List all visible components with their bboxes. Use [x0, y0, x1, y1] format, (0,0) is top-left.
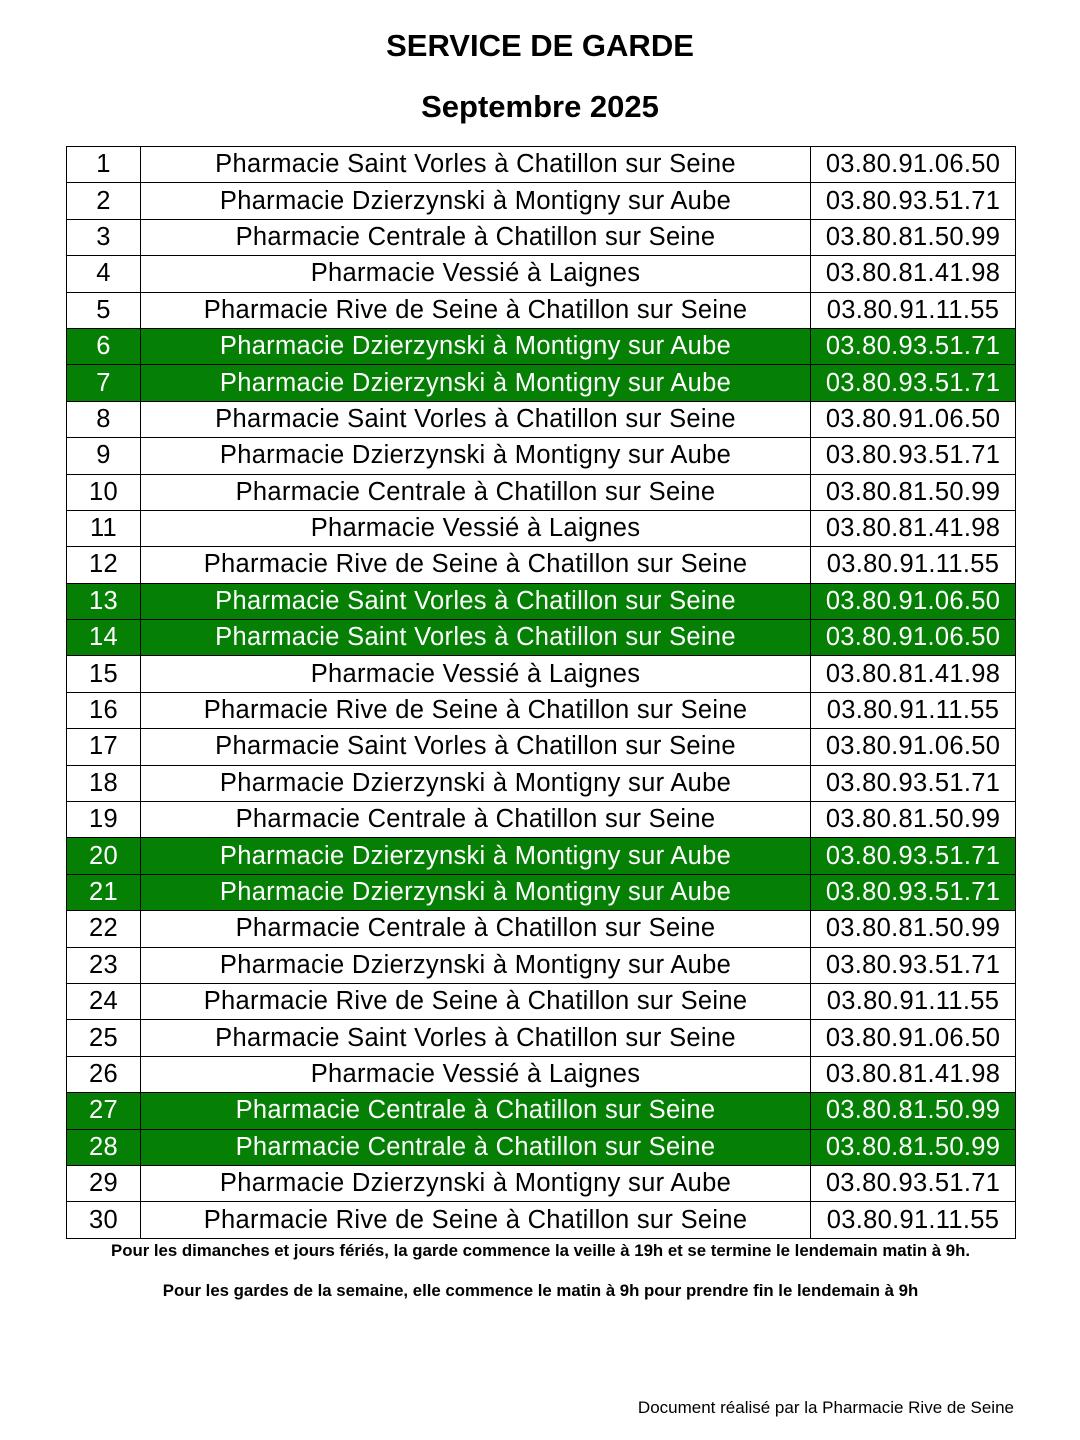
day-cell: 20 — [67, 838, 141, 874]
phone-cell: 03.80.93.51.71 — [811, 874, 1016, 910]
pharmacy-cell: Pharmacie Dzierzynski à Montigny sur Aube — [141, 365, 811, 401]
phone-cell: 03.80.81.50.99 — [811, 474, 1016, 510]
table-row — [67, 729, 1016, 765]
document-subtitle: Septembre 2025 — [421, 89, 659, 124]
pharmacy-cell: Pharmacie Centrale à Chatillon sur Seine — [141, 911, 811, 947]
day-cell: 18 — [67, 765, 141, 801]
pharmacy-cell: Pharmacie Saint Vorles à Chatillon sur Seine — [141, 620, 811, 656]
table-row — [67, 947, 1016, 983]
pharmacy-cell: Pharmacie Saint Vorles à Chatillon sur Seine — [141, 583, 811, 619]
phone-cell: 03.80.81.41.98 — [811, 510, 1016, 546]
table-row — [67, 510, 1016, 546]
pharmacy-cell: Pharmacie Dzierzynski à Montigny sur Aube — [141, 838, 811, 874]
pharmacy-cell: Pharmacie Centrale à Chatillon sur Seine — [141, 474, 811, 510]
phone-cell: 03.80.93.51.71 — [811, 365, 1016, 401]
day-cell: 22 — [67, 911, 141, 947]
phone-cell: 03.80.93.51.71 — [811, 328, 1016, 364]
pharmacy-cell: Pharmacie Rive de Seine à Chatillon sur Seine — [141, 692, 811, 728]
phone-cell: 03.80.91.06.50 — [811, 583, 1016, 619]
table-row — [67, 983, 1016, 1019]
phone-cell: 03.80.91.06.50 — [811, 620, 1016, 656]
pharmacy-cell: Pharmacie Vessié à Laignes — [141, 256, 811, 292]
pharmacy-cell: Pharmacie Saint Vorles à Chatillon sur Seine — [141, 147, 811, 183]
phone-cell: 03.80.81.50.99 — [811, 911, 1016, 947]
day-cell: 4 — [67, 256, 141, 292]
day-cell: 19 — [67, 802, 141, 838]
pharmacy-cell: Pharmacie Rive de Seine à Chatillon sur Seine — [141, 292, 811, 328]
table-row — [67, 692, 1016, 728]
table-row — [67, 328, 1016, 364]
day-cell: 5 — [67, 292, 141, 328]
phone-cell: 03.80.93.51.71 — [811, 183, 1016, 219]
day-cell: 13 — [67, 583, 141, 619]
day-cell: 16 — [67, 692, 141, 728]
table-row — [67, 765, 1016, 801]
day-cell: 9 — [67, 438, 141, 474]
day-cell: 30 — [67, 1202, 141, 1238]
table-row — [67, 438, 1016, 474]
phone-cell: 03.80.91.11.55 — [811, 547, 1016, 583]
phone-cell: 03.80.81.41.98 — [811, 656, 1016, 692]
day-cell: 17 — [67, 729, 141, 765]
pharmacy-cell: Pharmacie Dzierzynski à Montigny sur Aube — [141, 765, 811, 801]
phone-cell: 03.80.93.51.71 — [811, 947, 1016, 983]
phone-cell: 03.80.93.51.71 — [811, 1165, 1016, 1201]
pharmacy-cell: Pharmacie Vessié à Laignes — [141, 1056, 811, 1092]
day-cell: 15 — [67, 656, 141, 692]
pharmacy-cell: Pharmacie Centrale à Chatillon sur Seine — [141, 1129, 811, 1165]
phone-cell: 03.80.91.11.55 — [811, 1202, 1016, 1238]
phone-cell: 03.80.81.50.99 — [811, 802, 1016, 838]
table-row — [67, 1202, 1016, 1238]
day-cell: 14 — [67, 620, 141, 656]
pharmacy-cell: Pharmacie Vessié à Laignes — [141, 510, 811, 546]
pharmacy-cell: Pharmacie Rive de Seine à Chatillon sur Seine — [141, 1202, 811, 1238]
schedule-rows — [67, 147, 1016, 1239]
pharmacy-cell: Pharmacie Dzierzynski à Montigny sur Aube — [141, 947, 811, 983]
phone-cell: 03.80.91.06.50 — [811, 401, 1016, 437]
table-row — [67, 1165, 1016, 1201]
schedule-table — [66, 146, 1016, 1239]
table-row — [67, 256, 1016, 292]
pharmacy-cell: Pharmacie Centrale à Chatillon sur Seine — [141, 1093, 811, 1129]
pharmacy-cell: Pharmacie Centrale à Chatillon sur Seine — [141, 219, 811, 255]
phone-cell: 03.80.93.51.71 — [811, 438, 1016, 474]
day-cell: 1 — [67, 147, 141, 183]
pharmacy-cell: Pharmacie Dzierzynski à Montigny sur Aube — [141, 438, 811, 474]
day-cell: 29 — [67, 1165, 141, 1201]
day-cell: 11 — [67, 510, 141, 546]
table-row — [67, 1129, 1016, 1165]
table-row — [67, 802, 1016, 838]
pharmacy-cell: Pharmacie Rive de Seine à Chatillon sur Seine — [141, 983, 811, 1019]
pharmacy-cell: Pharmacie Saint Vorles à Chatillon sur Seine — [141, 401, 811, 437]
pharmacy-cell: Pharmacie Saint Vorles à Chatillon sur Seine — [141, 729, 811, 765]
phone-cell: 03.80.81.41.98 — [811, 1056, 1016, 1092]
table-row — [67, 401, 1016, 437]
phone-cell: 03.80.81.50.99 — [811, 1093, 1016, 1129]
day-cell: 6 — [67, 328, 141, 364]
table-row — [67, 911, 1016, 947]
table-row — [67, 547, 1016, 583]
table-row — [67, 219, 1016, 255]
day-cell: 7 — [67, 365, 141, 401]
day-cell: 25 — [67, 1020, 141, 1056]
phone-cell: 03.80.93.51.71 — [811, 765, 1016, 801]
pharmacy-cell: Pharmacie Dzierzynski à Montigny sur Aube — [141, 328, 811, 364]
table-row — [67, 1020, 1016, 1056]
pharmacy-cell: Pharmacie Centrale à Chatillon sur Seine — [141, 802, 811, 838]
table-row — [67, 874, 1016, 910]
pharmacy-cell: Pharmacie Rive de Seine à Chatillon sur Seine — [141, 547, 811, 583]
table-row — [67, 656, 1016, 692]
phone-cell: 03.80.91.06.50 — [811, 147, 1016, 183]
table-row — [67, 183, 1016, 219]
pharmacy-cell: Pharmacie Saint Vorles à Chatillon sur Seine — [141, 1020, 811, 1056]
phone-cell: 03.80.91.11.55 — [811, 692, 1016, 728]
phone-cell: 03.80.93.51.71 — [811, 838, 1016, 874]
table-row — [67, 838, 1016, 874]
table-row — [67, 620, 1016, 656]
phone-cell: 03.80.91.06.50 — [811, 1020, 1016, 1056]
table-row — [67, 292, 1016, 328]
day-cell: 12 — [67, 547, 141, 583]
pharmacy-cell: Pharmacie Dzierzynski à Montigny sur Aube — [141, 183, 811, 219]
pharmacy-cell: Pharmacie Vessié à Laignes — [141, 656, 811, 692]
table-row — [67, 583, 1016, 619]
note-weekend: Pour les dimanches et jours fériés, la garde commence la veille à 19h et se termine le lendemain matin à 9h. — [111, 1241, 970, 1260]
table-row — [67, 1093, 1016, 1129]
phone-cell: 03.80.91.11.55 — [811, 292, 1016, 328]
day-cell: 3 — [67, 219, 141, 255]
day-cell: 28 — [67, 1129, 141, 1165]
phone-cell: 03.80.91.11.55 — [811, 983, 1016, 1019]
day-cell: 8 — [67, 401, 141, 437]
pharmacy-cell: Pharmacie Dzierzynski à Montigny sur Aube — [141, 1165, 811, 1201]
table-row — [67, 147, 1016, 183]
table-row — [67, 474, 1016, 510]
day-cell: 2 — [67, 183, 141, 219]
table-row — [67, 1056, 1016, 1092]
phone-cell: 03.80.81.41.98 — [811, 256, 1016, 292]
day-cell: 10 — [67, 474, 141, 510]
day-cell: 21 — [67, 874, 141, 910]
day-cell: 23 — [67, 947, 141, 983]
phone-cell: 03.80.81.50.99 — [811, 219, 1016, 255]
day-cell: 27 — [67, 1093, 141, 1129]
document-credit: Document réalisé par la Pharmacie Rive de Seine — [637, 1398, 1014, 1417]
document-title: SERVICE DE GARDE — [386, 28, 694, 63]
pharmacy-cell: Pharmacie Dzierzynski à Montigny sur Aube — [141, 874, 811, 910]
phone-cell: 03.80.81.50.99 — [811, 1129, 1016, 1165]
day-cell: 26 — [67, 1056, 141, 1092]
day-cell: 24 — [67, 983, 141, 1019]
table-row — [67, 365, 1016, 401]
note-weekday: Pour les gardes de la semaine, elle commence le matin à 9h pour prendre fin le lendemain à 9h — [162, 1281, 919, 1300]
phone-cell: 03.80.91.06.50 — [811, 729, 1016, 765]
